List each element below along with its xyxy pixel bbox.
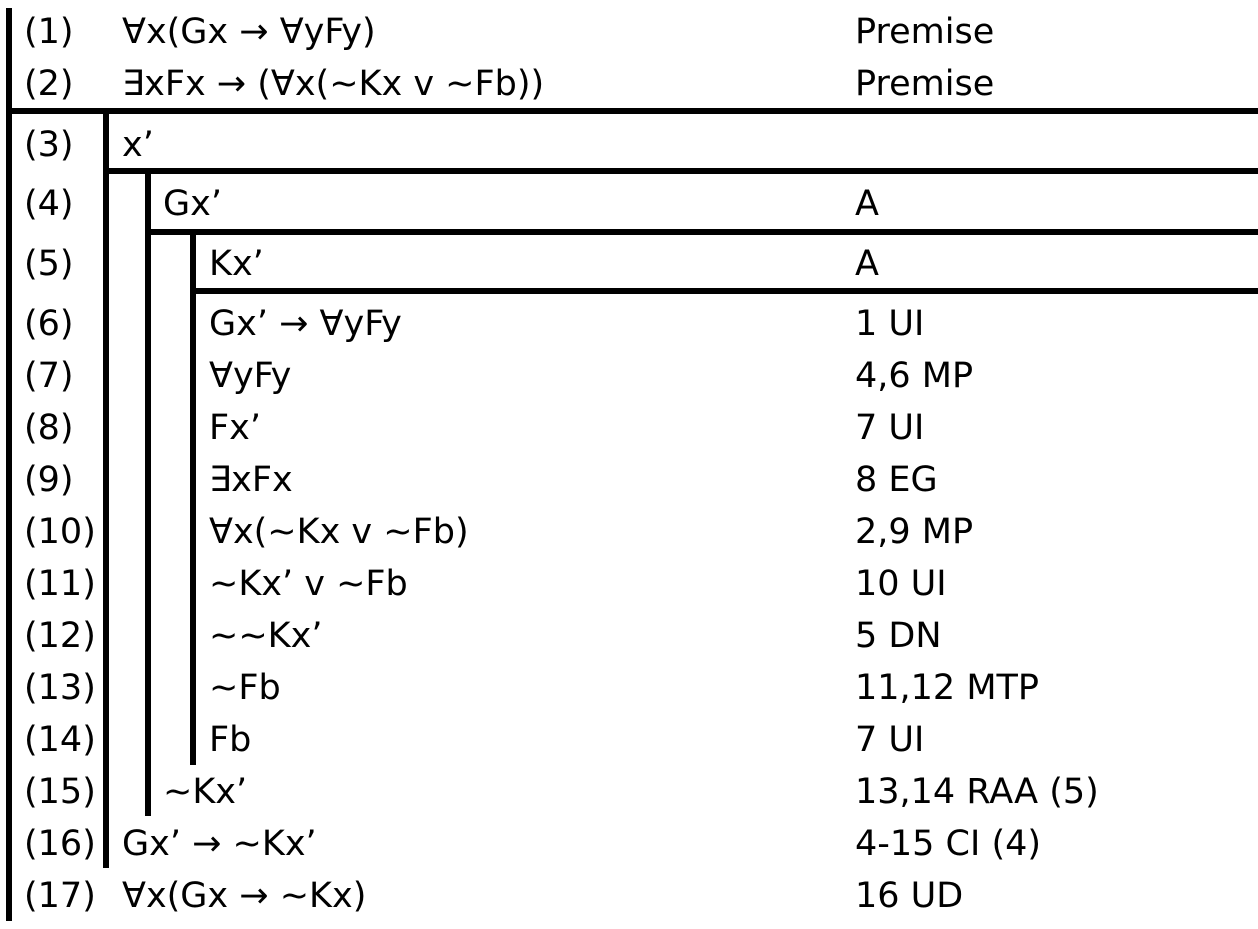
formula: Gx’ → ~Kx’: [122, 824, 317, 864]
line-number: (11): [24, 564, 96, 604]
line-number: (13): [24, 668, 96, 708]
formula: ∃xFx → (∀x(~Kx v ~Fb)): [122, 64, 545, 104]
formula: ∀x(Gx → ~Kx): [122, 876, 367, 916]
formula: Fb: [209, 720, 252, 760]
justification: 1 UI: [855, 304, 925, 344]
line-number: (15): [24, 772, 96, 812]
line-number: (14): [24, 720, 96, 760]
subproof-kx-scope-bar: [190, 233, 196, 765]
subproof-gx-scope-bar: [145, 172, 151, 816]
formula: ∀yFy: [209, 356, 292, 396]
formula: ∀x(~Kx v ~Fb): [209, 512, 469, 552]
justification: 2,9 MP: [855, 512, 974, 552]
justification: A: [855, 184, 879, 224]
line-number: (7): [24, 356, 74, 396]
justification: 11,12 MTP: [855, 668, 1040, 708]
line-number: (2): [24, 64, 74, 104]
line-number: (4): [24, 184, 74, 224]
formula: ∃xFx: [209, 460, 293, 500]
formula: Fx’: [209, 408, 261, 448]
justification: 16 UD: [855, 876, 964, 916]
line-number: (10): [24, 512, 96, 552]
justification: 13,14 RAA (5): [855, 772, 1099, 812]
justification: 7 UI: [855, 720, 925, 760]
formula: ~Fb: [209, 668, 281, 708]
formula: ∀x(Gx → ∀yFy): [122, 12, 376, 52]
justification: 10 UI: [855, 564, 947, 604]
line-number: (12): [24, 616, 96, 656]
formula: ~Kx’ v ~Fb: [209, 564, 408, 604]
line-number: (6): [24, 304, 74, 344]
formula: Gx’: [163, 184, 222, 224]
formula: Gx’ → ∀yFy: [209, 304, 402, 344]
formula: ~Kx’: [163, 772, 248, 812]
subproof-kx-separator: [190, 288, 1258, 294]
subproof-gx-separator: [145, 229, 1258, 235]
justification: 4,6 MP: [855, 356, 974, 396]
line-number: (1): [24, 12, 74, 52]
formula: ~~Kx’: [209, 616, 323, 656]
line-number: (16): [24, 824, 96, 864]
justification: 5 DN: [855, 616, 942, 656]
line-number: (17): [24, 876, 96, 916]
line-number: (8): [24, 408, 74, 448]
justification: A: [855, 244, 879, 284]
line-number: (3): [24, 125, 74, 165]
subproof-x-scope-bar: [103, 113, 109, 868]
subproof-x-separator: [103, 168, 1258, 174]
formula: Kx’: [209, 244, 264, 284]
justification: 4-15 CI (4): [855, 824, 1042, 864]
justification: 8 EG: [855, 460, 938, 500]
main-scope-bar: [6, 8, 12, 921]
justification: Premise: [855, 64, 995, 104]
line-number: (9): [24, 460, 74, 500]
justification: 7 UI: [855, 408, 925, 448]
justification: Premise: [855, 12, 995, 52]
formula: x’: [122, 125, 154, 165]
line-number: (5): [24, 244, 74, 284]
